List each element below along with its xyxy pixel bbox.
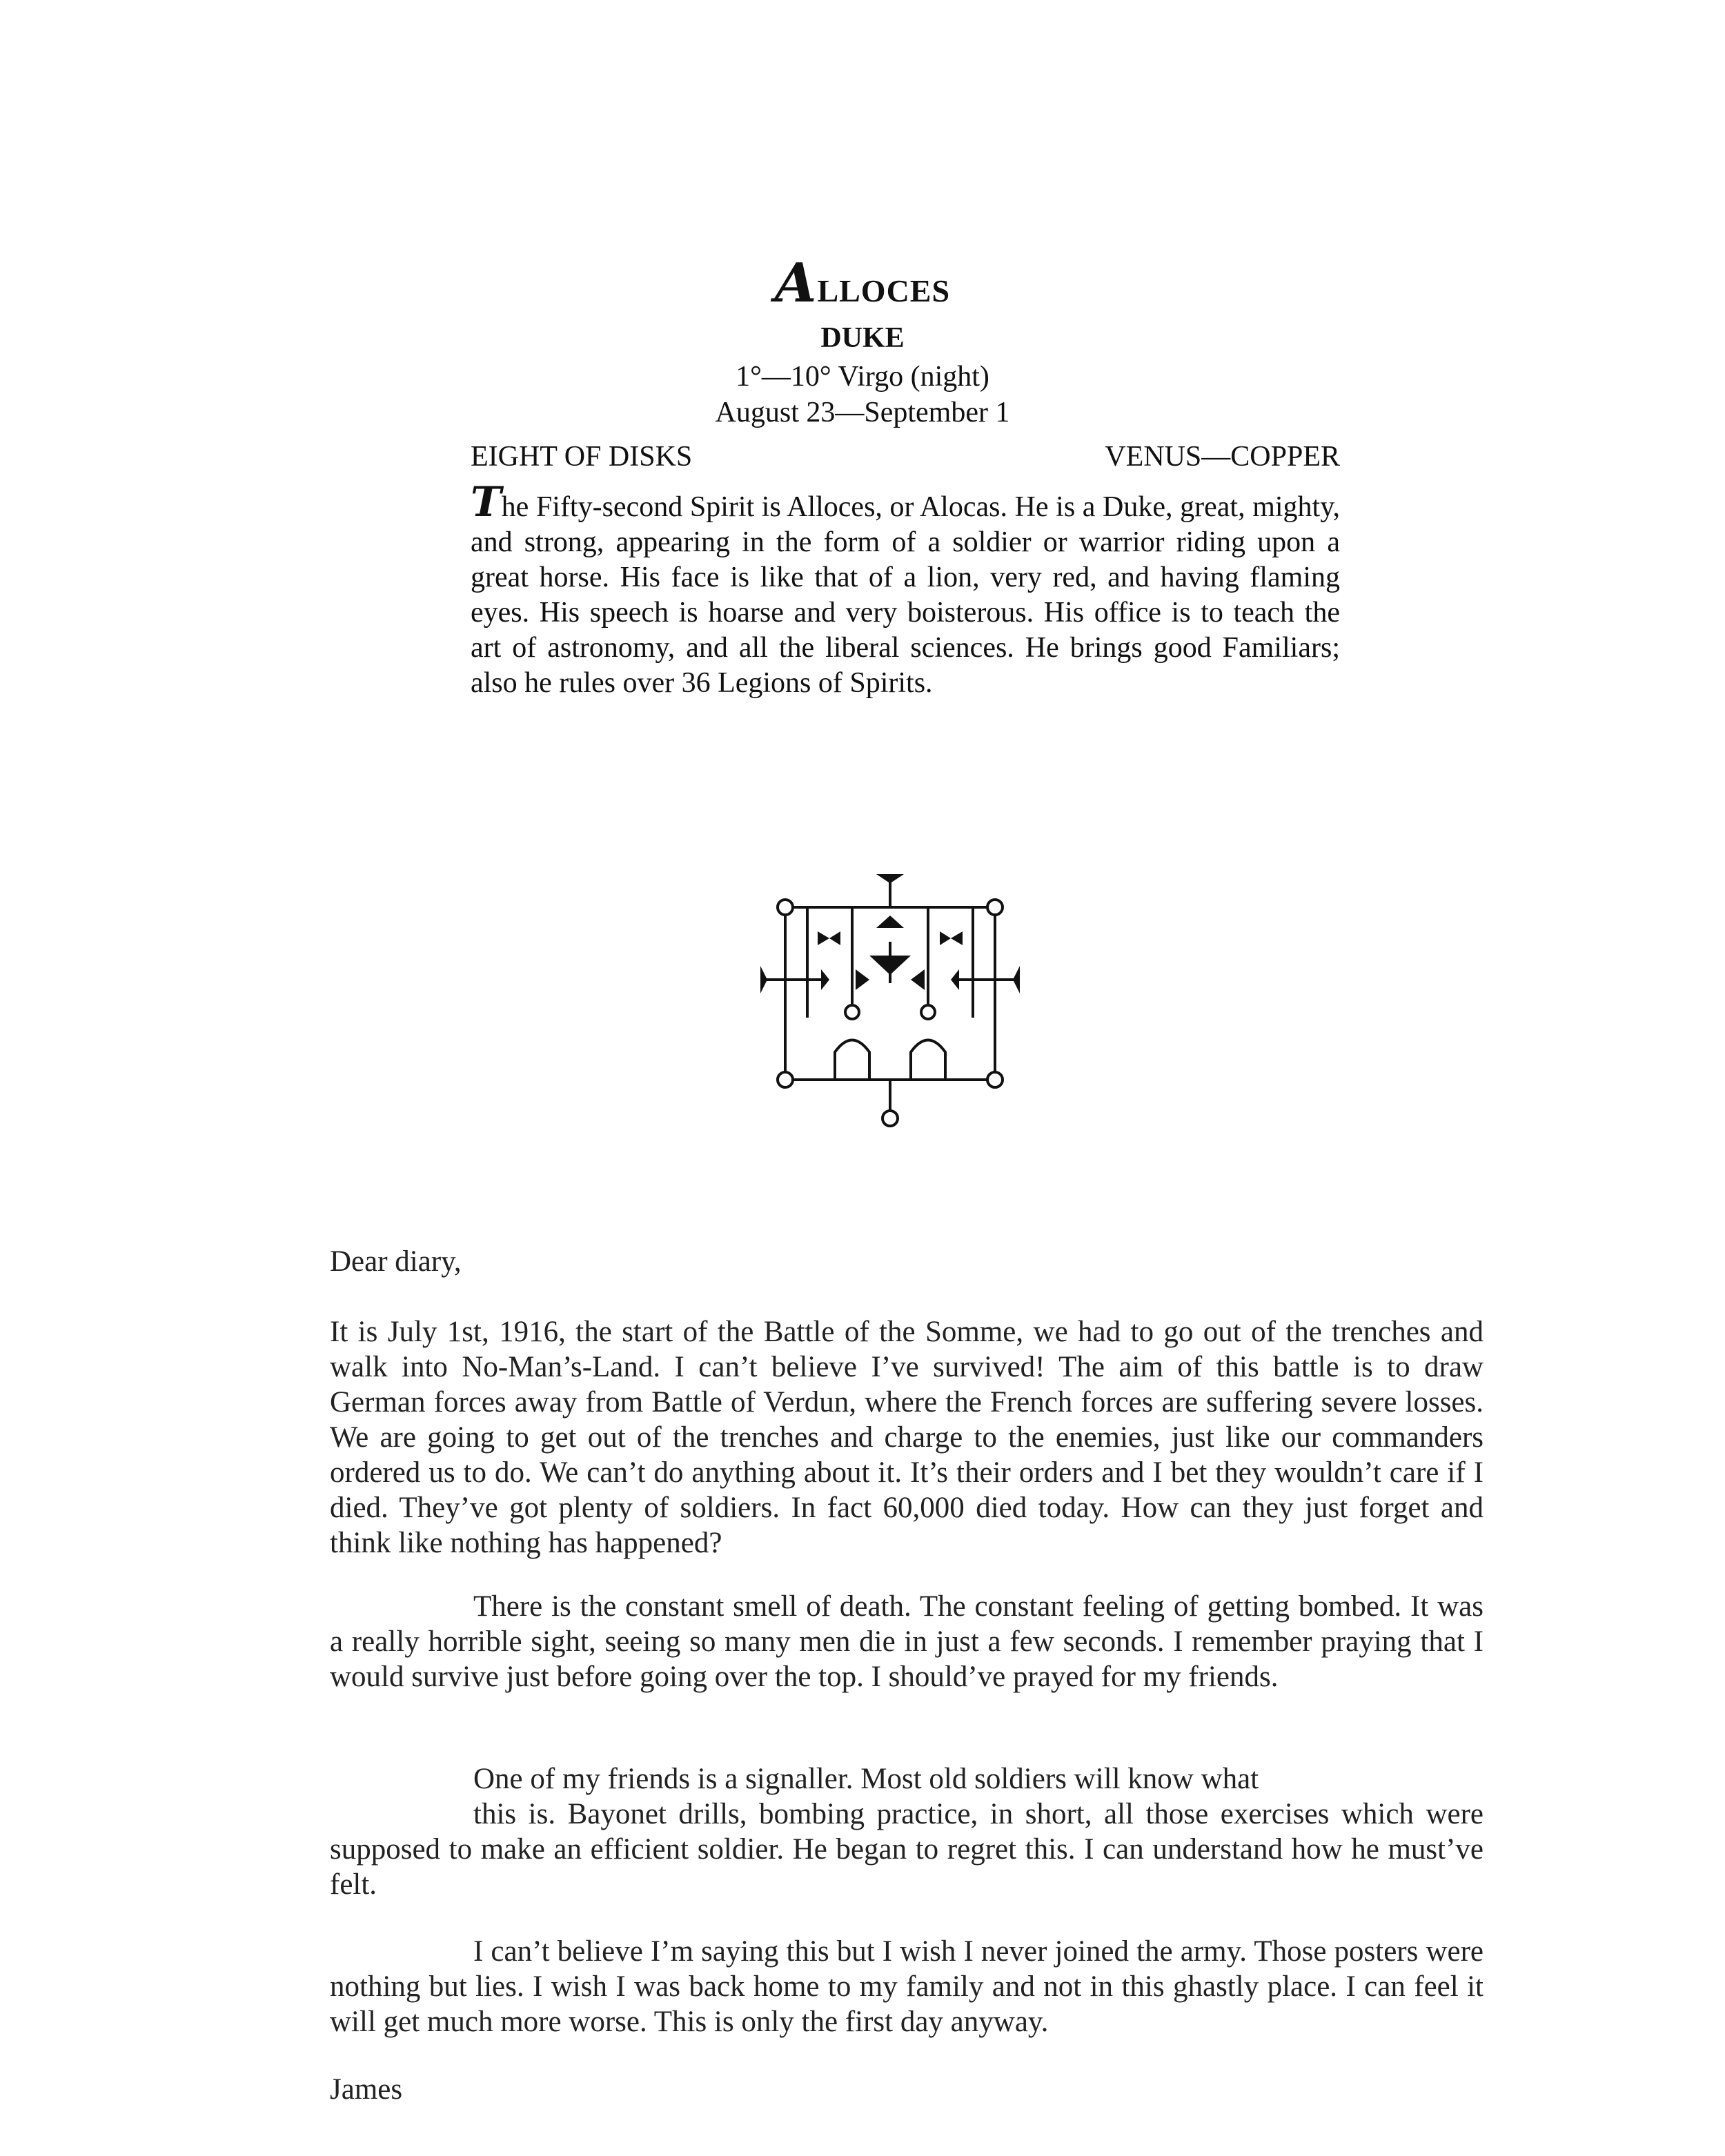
planet-metal: VENUS—COPPER bbox=[1105, 441, 1340, 473]
paragraph-text: There is the constant smell of death. The constant feeling of getting bombed. It was a really horrible sight, seeing so many men die in just a few seconds. I remember praying that I would survive just before going over the top. I should’ve prayed for my friends. bbox=[330, 1590, 1483, 1693]
spirit-degrees: 1°—10° Virgo (night) bbox=[736, 361, 989, 393]
description-text: he Fifty-second Spirit is Alloces, or Alocas. He is a Duke, great, mighty, and strong, appearing in the form of a soldier or warrior riding upon a great horse. His face is like that of a lion, very red, and having flaming eyes. His speech is hoarse and very boisterous. His office is to teach the art of astronomy, and all the liberal sciences. He brings good Familiars; also he rules over 36 Legions of Spirits. bbox=[471, 491, 1340, 699]
description-initial: T bbox=[471, 478, 502, 526]
diary-paragraph-2 bbox=[330, 1589, 1483, 1694]
paragraph-text-first-line: One of my friends is a signaller. Most old soldiers will know what bbox=[473, 1763, 1259, 1795]
diary-paragraph-3 bbox=[330, 1761, 1483, 1902]
paragraph-text-continued: this is. Bayonet drills, bombing practice, in short, all those exercises which were supposed to make an efficient soldier. He began to regret this. I can understand how he must’ve felt. bbox=[330, 1798, 1483, 1901]
spirit-title bbox=[0, 252, 1725, 315]
title-initial: A bbox=[774, 252, 818, 315]
spirit-rank: DUKE bbox=[820, 322, 905, 354]
diary-paragraph-1 bbox=[330, 1314, 1483, 1561]
diary-greeting: Dear diary, bbox=[330, 1245, 462, 1278]
spirit-dates: August 23—September 1 bbox=[715, 397, 1010, 428]
spirit-description bbox=[471, 478, 1340, 701]
title-rest: LLOCES bbox=[817, 273, 951, 308]
diary-signature: James bbox=[330, 2073, 403, 2106]
diary-paragraph-4 bbox=[330, 1934, 1483, 2039]
tarot-card: EIGHT OF DISKS bbox=[471, 441, 693, 473]
paragraph-text: It is July 1st, 1916, the start of the Battle of the Somme, we had to go out of the trenches and walk into No-Man’s-Land. I can’t believe I’ve survived! The aim of this battle is to draw German forces away from Battle of Verdun, where the French forces are suffering severe losses. We are going to get out of the trenches and charge to the enemies, just like our commanders ordered us to do. We can’t do anything about it. It’s their orders and I bet they wouldn’t care if I died. They’ve got plenty of soldiers. In fact 60,000 died today. How can they just forget and think like nothing has happened? bbox=[330, 1316, 1483, 1559]
paragraph-text: I can’t believe I’m saying this but I wish I never joined the army. Those posters were nothing but lies. I wish I was back home to my family and not in this ghastly place. I can feel it will get much more worse. This is only the first day anyway. bbox=[330, 1935, 1483, 2038]
alloces-seal-icon bbox=[752, 866, 1028, 1135]
